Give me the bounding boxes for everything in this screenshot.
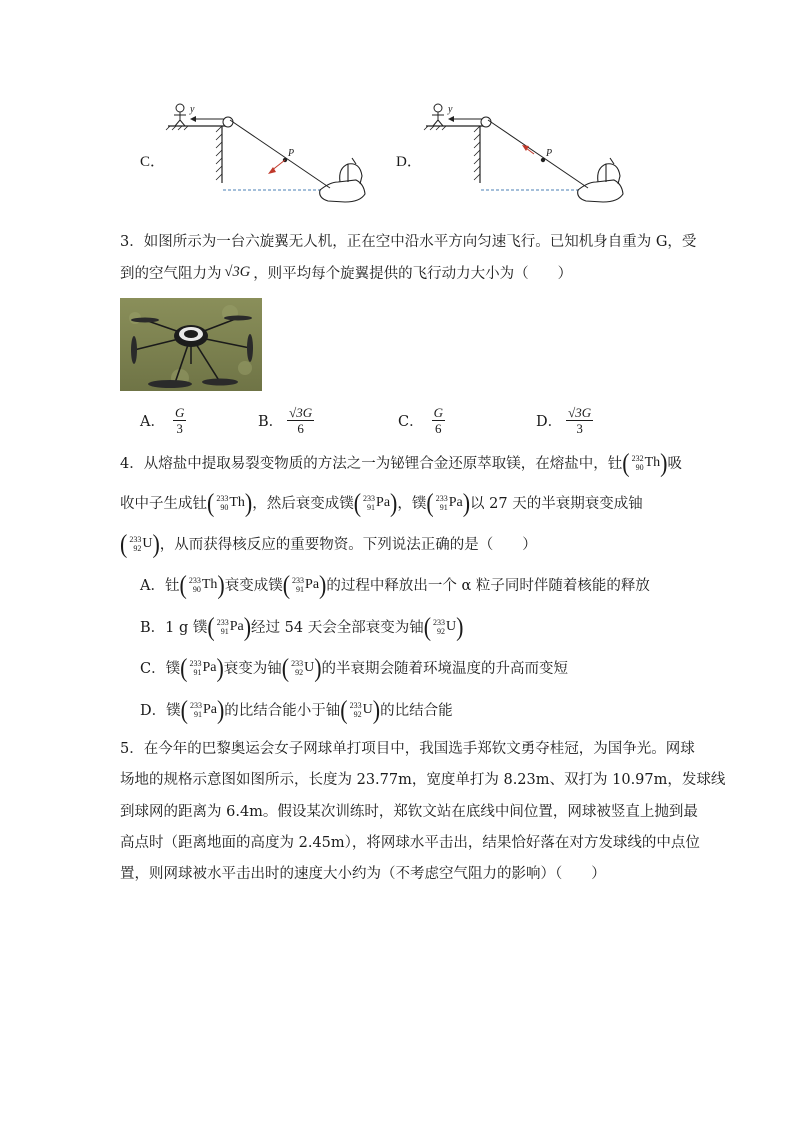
diagram-option-c (160, 98, 370, 208)
mass-number: 233 (291, 658, 304, 668)
element-symbol: Pa (202, 701, 217, 717)
element-symbol: Pa (305, 576, 320, 592)
frac-num: √3G (289, 405, 313, 420)
q4-text: ，然后衰变成镤 (252, 496, 354, 512)
q4-text: 以 27 天的半衰期衰变成铀 (470, 496, 643, 512)
q5-line: 场地的规格示意图如图所示，长度为 23.77m，宽度单打为 8.23m、双打为 10.97m，发球线 (120, 772, 726, 788)
option-text: 的比结合能小于铀 (224, 703, 341, 719)
mass-number: 233 (189, 700, 202, 710)
q5-line: 5．在今年的巴黎奥运会女子网球单打项目中，我国选手郑钦文勇夺桂冠，为国争光。网球 (120, 741, 695, 757)
frac-den: 6 (297, 421, 304, 436)
element-symbol: U (446, 618, 457, 634)
option-text: 经过 54 天会全部衰变为铀 (251, 620, 424, 636)
q5-line: 置，则网球被水平击出时的速度大小约为（不考虑空气阻力的影响）（ ） (120, 866, 606, 882)
mass-number: 233 (216, 493, 229, 503)
q3-option-d[interactable] (536, 405, 593, 436)
option-text: 的比结合能 (380, 703, 453, 719)
option-text: C．镤 (140, 661, 181, 677)
q5-line: 高点时（距离地面的高度为 2.45m），将网球水平击出，结果恰好落在对方发球线的中点位 (120, 835, 700, 851)
q4-option-a[interactable] (140, 568, 650, 599)
frac-den: 3 (576, 421, 583, 436)
option-text: 衰变成镤 (224, 578, 283, 594)
diagram-option-d (418, 98, 628, 208)
frac-den: 6 (435, 421, 442, 436)
element-symbol: U (362, 701, 373, 717)
option-text: 衰变为铀 (223, 661, 282, 677)
velocity-label: y (448, 104, 453, 115)
car-icon (578, 158, 623, 202)
q3-option-c[interactable] (398, 405, 445, 436)
nuclide-pa233: ( 233 91 Pa ) (353, 486, 398, 517)
atomic-number: 90 (220, 502, 229, 512)
atomic-number: 92 (295, 667, 304, 677)
element-symbol: Th (644, 454, 661, 470)
nuclide-th233: ( 233 90 Th ) (207, 486, 253, 517)
person-icon (174, 104, 186, 126)
option-d-label: D． (396, 154, 422, 170)
atomic-number: 92 (353, 709, 362, 719)
nuclide-u233: ( 233 92 U ) (340, 693, 381, 724)
mass-number: 233 (433, 617, 446, 627)
q4-text: 收中子生成钍 (120, 496, 207, 512)
frac-num: √3G (568, 405, 592, 420)
nuclide-th233: ( 233 90 Th ) (179, 568, 225, 599)
mass-number: 233 (189, 658, 202, 668)
q4-line3 (120, 527, 537, 558)
q3-option-c-label: C． (398, 414, 424, 430)
q3-line2-pre: 到的空气阻力为 (120, 266, 222, 282)
q3-option-d-label: D． (536, 414, 563, 430)
q4-text: ，从而获得核反应的重要物资。下列说法正确的是（ ） (159, 537, 537, 553)
option-text: D．镤 (140, 703, 181, 719)
atomic-number: 91 (220, 626, 229, 636)
mass-number: 233 (216, 617, 229, 627)
q4-option-b[interactable] (140, 610, 464, 641)
q3-sqrt3g: √3G (224, 264, 251, 280)
atomic-number: 91 (193, 667, 202, 677)
q4-line2 (120, 486, 643, 517)
atomic-number: 91 (367, 502, 376, 512)
element-symbol: Th (201, 576, 218, 592)
element-symbol: Th (229, 494, 245, 510)
atomic-number: 90 (192, 584, 201, 594)
option-text: 的半衰期会随着环境温度的升高而变短 (321, 661, 569, 677)
nuclide-pa233: ( 233 91 Pa ) (426, 486, 471, 517)
nuclide-pa233: ( 233 91 Pa ) (180, 651, 224, 682)
point-p-label: P (546, 148, 553, 159)
atomic-number: 91 (439, 502, 448, 512)
nuclide-pa233: ( 233 91 Pa ) (207, 610, 252, 641)
atomic-number: 91 (193, 709, 202, 719)
atomic-number: 91 (296, 584, 305, 594)
nuclide-pa233: ( 233 91 Pa ) (282, 568, 327, 599)
atomic-number: 90 (635, 462, 644, 472)
q4-text: 吸 (667, 456, 682, 472)
q4-text: ，镤 (397, 496, 427, 512)
atomic-number: 92 (133, 543, 142, 553)
element-symbol: Pa (202, 659, 217, 675)
mass-number: 233 (349, 700, 362, 710)
element-symbol: Pa (229, 618, 244, 634)
q3-option-b[interactable] (258, 405, 314, 436)
drone-photo (120, 298, 262, 391)
person-icon (432, 104, 444, 126)
q5-line: 到球网的距离为 6.4m。假设某次训练时，郑钦文站在底线中间位置，网球被竖直上抛到最 (120, 804, 698, 820)
point-p-label: P (288, 148, 295, 159)
q4-text: 4．从熔盐中提取易裂变物质的方法之一为铋锂合金还原萃取镁，在熔盐中，钍 (120, 456, 623, 472)
q3-option-a[interactable] (140, 405, 186, 436)
option-text: B．1 g 镤 (140, 620, 208, 636)
mass-number: 233 (129, 534, 142, 544)
mass-number: 233 (188, 575, 201, 585)
element-symbol: Pa (376, 494, 391, 510)
atomic-number: 92 (437, 626, 446, 636)
nuclide-pa233: ( 233 91 Pa ) (180, 693, 225, 724)
nuclide-th232: ( 232 90 Th ) (622, 446, 668, 477)
q3-option-b-label: B． (258, 414, 284, 430)
element-symbol: Pa (448, 494, 463, 510)
frac-den: 3 (176, 421, 183, 436)
q4-option-d[interactable] (140, 693, 453, 724)
frac-num: G (433, 405, 443, 420)
nuclide-u233: ( 233 92 U ) (423, 610, 464, 641)
q3-line2-post: ，则平均每个旋翼提供的飞行动力大小为（ ） (253, 266, 573, 282)
mass-number: 232 (631, 453, 644, 463)
mass-number: 233 (435, 493, 448, 503)
frac-num: G (174, 405, 185, 420)
q4-line1 (120, 446, 682, 477)
q3-line2 (120, 262, 572, 283)
q3-line1: 3．如图所示为一台六旋翼无人机，正在空中沿水平方向匀速飞行。已知机身自重为 G，受 (120, 234, 697, 250)
option-text: 的过程中释放出一个 α 粒子同时伴随着核能的释放 (326, 578, 650, 594)
q3-option-a-label: A． (140, 414, 165, 430)
element-symbol: U (304, 659, 315, 675)
car-icon (320, 158, 365, 202)
mass-number: 233 (363, 493, 376, 503)
nuclide-u233: ( 233 92 U ) (120, 527, 160, 558)
mass-number: 233 (292, 575, 305, 585)
element-symbol: U (142, 535, 153, 551)
nuclide-u233: ( 233 92 U ) (281, 651, 322, 682)
velocity-label: y (190, 104, 195, 115)
option-text: A．钍 (140, 578, 180, 594)
q4-option-c[interactable] (140, 651, 569, 682)
option-c-label: C． (140, 154, 166, 170)
